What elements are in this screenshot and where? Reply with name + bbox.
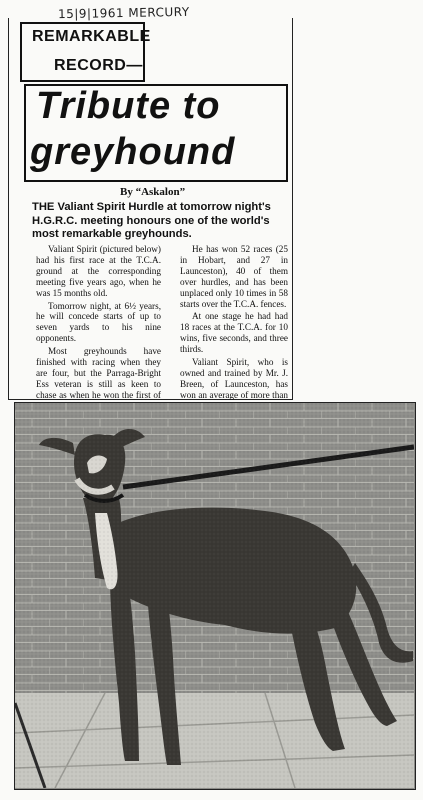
- greyhound-photo: [14, 402, 416, 790]
- byline: By “Askalon”: [120, 186, 186, 198]
- column1-paragraph-3: Most greyhounds have finished with racing when they are four, but the Parraga-Bright Ess veteran is still as keen to chase as when he won the first of: [36, 346, 161, 400]
- article-column-1: [36, 244, 161, 414]
- headline-line-1: Tribute to: [36, 85, 221, 127]
- column1-paragraph-2: Tomorrow night, at 6½ years, he will concede starts of up to seven yards to his nine opponents.: [36, 300, 161, 344]
- intro-paragraph: THE Valiant Spirit Hurdle at tomorrow night's H.G.R.C. meeting honours one of the world's most remarkable greyhounds.: [32, 201, 271, 240]
- date-annotation: 15|9|1961 MERCURY: [57, 4, 190, 22]
- column2-paragraph-3: Valiant Spirit, who is owned and trained by Mr. J. Breen, of Launceston, has won an average of more than: [180, 357, 288, 400]
- kicker-line-1: REMARKABLE: [32, 28, 151, 45]
- article-column-2: [180, 244, 288, 425]
- column2-paragraph-1: He has won 52 races (25 in Hobart, and 27 in Launceston), 40 of them over hurdles, and has been unplaced only 10 times in 58 starts over the T.C.A. fences.: [180, 244, 288, 309]
- column1-paragraph-1: Valiant Spirit (pictured below) had his first race at the T.C.A. ground at the corresponding meeting five years ago, when he was 15 months old.: [36, 244, 161, 298]
- greyhound-photo-illustration: [15, 403, 414, 788]
- column2-paragraph-2: At one stage he had had 18 races at the T.C.A. for 10 wins, five seconds, and three thirds.: [180, 311, 288, 355]
- headline-line-2: greyhound: [30, 131, 236, 173]
- kicker-line-2: RECORD—: [54, 57, 143, 74]
